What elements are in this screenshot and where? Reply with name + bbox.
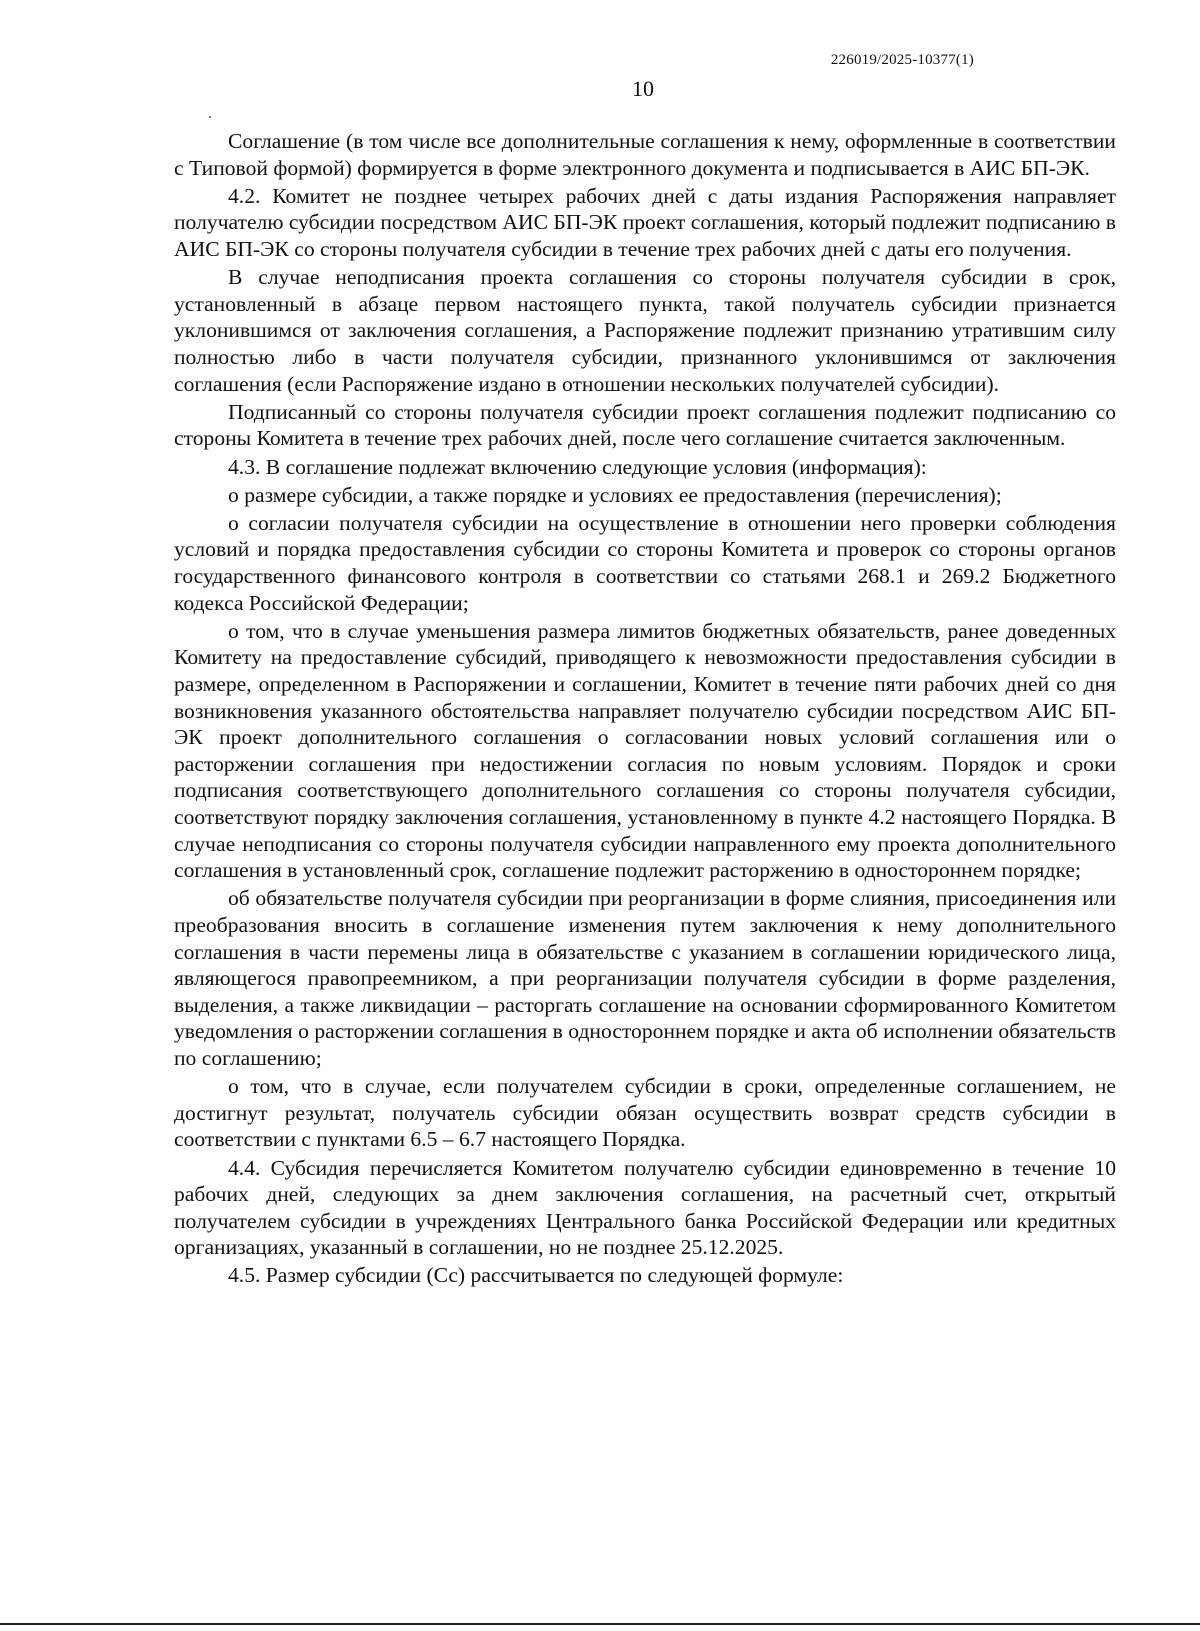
document-body xyxy=(174,128,1116,1291)
list-item-subsidy-size: о размере субсидии, а также порядке и условиях ее предоставления (перечисления); xyxy=(228,482,1002,507)
list-item-limit-reduction: о том, что в случае уменьшения размера лимитов бюджетных обязательств, ранее доведенных Комитету на предоставление субсидий, приводящего к невозможности предоставления субсидии в размере, определенном в Распоряжении и соглашении, Комитет в течение пяти рабочих дней со дня возникновения указанного обстоятельства направляет получателю субсидии посредством АИС БП-ЭК проект дополнительного соглашения о согласовании новых условий соглашения или о расторжении соглашения при недостижении согласия по новым условиям. Порядок и сроки подписания соответствующего дополнительного соглашения со стороны получателя субсидии, соответствуют порядку заключения соглашения, установленному в пункте 4.2 настоящего Порядка. В случае неподписания со стороны получателя субсидии направленного ему проекта дополнительного соглашения в установленный срок, соглашение подлежит расторжению в одностороннем порядке; xyxy=(174,618,1116,883)
paragraph-4-4: 4.4. Субсидия перечисляется Комитетом получателю субсидии единовременно в течение 10 рабочих дней, следующих за днем заключения соглашения, на расчетный счет, открытый получателем субсидии в учреждениях Центрального банка Российской Федерации или кредитных организациях, указанный в соглашении, но не позднее 25.12.2025. xyxy=(174,1155,1116,1260)
document-registration-number: 226019/2025-10377(1) xyxy=(830,52,974,68)
list-item-refund: о том, что в случае, если получателем субсидии в сроки, определенные соглашением, не достигнут результат, получатель субсидии обязан осуществить возврат средств субсидии в соответствии с пунктами 6.5 – 6.7 настоящего Порядка. xyxy=(174,1074,1116,1152)
paragraph-4-2: 4.2. Комитет не позднее четырех рабочих дней с даты издания Распоряжения направляет получателю субсидии посредством АИС БП-ЭК проект соглашения, который подлежит подписанию в АИС БП-ЭК со стороны получателя субсидии в течение трех рабочих дней с даты его получения. xyxy=(174,183,1116,261)
paragraph-agreement-form: Соглашение (в том числе все дополнительные соглашения к нему, оформленные в соответствии с Типовой формой) формируется в форме электронного документа и подписывается в АИС БП-ЭК. xyxy=(174,129,1116,180)
paragraph-signed-by-committee: Подписанный со стороны получателя субсидии проект соглашения подлежит подписанию со стороны Комитета в течение трех рабочих дней, после чего соглашение считается заключенным. xyxy=(174,399,1116,451)
scan-speck xyxy=(209,116,211,118)
paragraph-non-signing: В случае неподписания проекта соглашения со стороны получателя субсидии в срок, установленный в абзаце первом настоящего пункта, такой получатель субсидии признается уклонившимся от заключения соглашения, а Распоряжение подлежит признанию утратившим силу полностью либо в части получателя субсидии, признанного уклонившимся от заключения соглашения (если Распоряжение издано в отношении нескольких получателей субсидии). xyxy=(174,265,1116,396)
paragraph-4-5: 4.5. Размер субсидии (Сс) рассчитывается по следующей формуле: xyxy=(228,1263,844,1288)
page-number: 10 xyxy=(632,76,654,101)
paragraph-4-3: 4.3. В соглашение подлежат включению следующие условия (информация): xyxy=(228,454,927,479)
scan-bottom-edge xyxy=(0,1623,1200,1625)
list-item-reorganization: об обязательстве получателя субсидии при реорганизации в форме слияния, присоединения или преобразования вносить в соглашение изменения путем заключения к нему дополнительного соглашения в части перемены лица в обязательстве с указанием в соглашении юридического лица, являющегося правопреемником, а при реорганизации получателя субсидии в форме разделения, выделения, а также ликвидации – расторгать соглашение на основании сформированного Комитетом уведомления о расторжении соглашения в одностороннем порядке и акта об исполнении обязательств по соглашению; xyxy=(174,886,1116,1070)
list-item-consent-to-audit: о согласии получателя субсидии на осуществление в отношении него проверки соблюдения условий и порядка предоставления субсидии со стороны Комитета и проверок со стороны органов государственного финансового контроля в соответствии со статьями 268.1 и 269.2 Бюджетного кодекса Российской Федерации; xyxy=(174,510,1116,615)
